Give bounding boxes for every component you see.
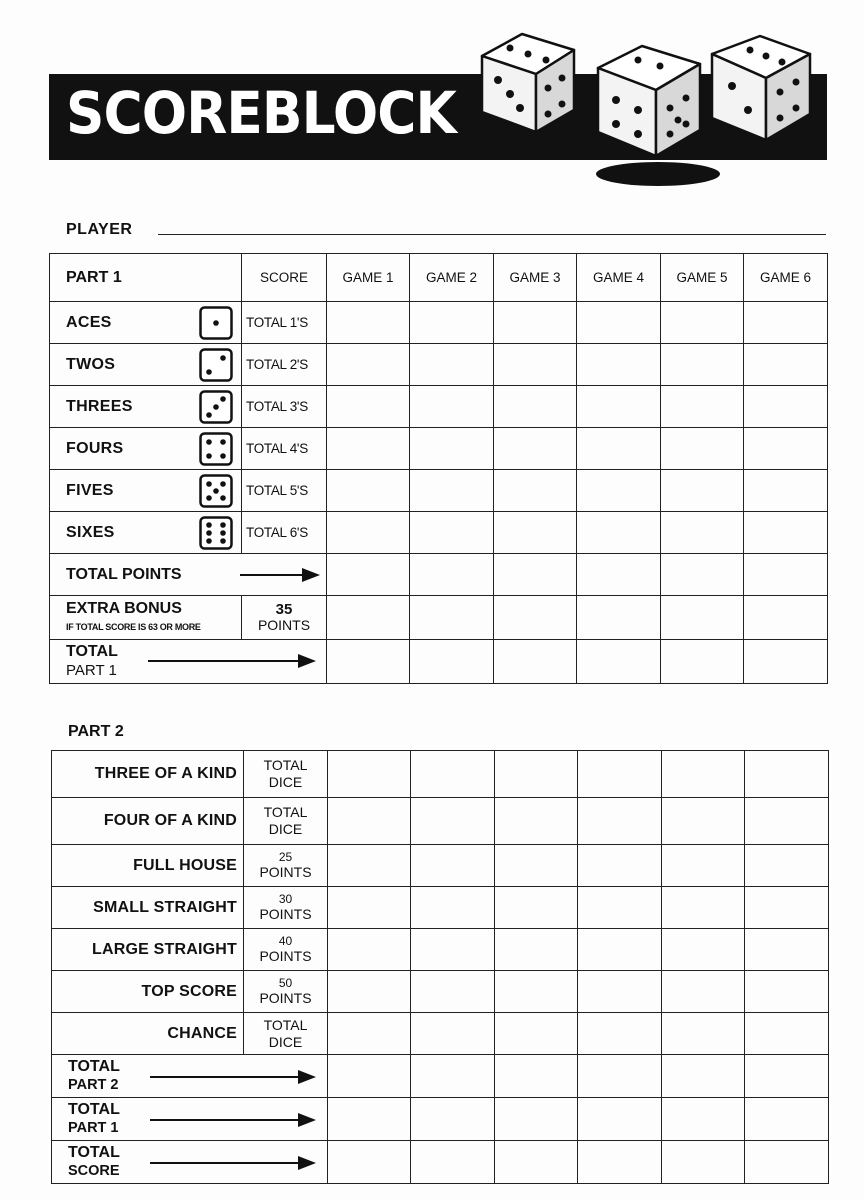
score-entry-cell[interactable] — [662, 1141, 745, 1184]
score-entry-cell[interactable] — [661, 344, 744, 386]
total-part1-row — [50, 640, 828, 684]
score-entry-cell[interactable] — [411, 1013, 495, 1055]
category-name: TWOS — [66, 355, 116, 373]
score-rule — [244, 929, 328, 971]
category-name: LARGE STRAIGHT — [52, 929, 244, 971]
category-name: CHANCE — [52, 1013, 244, 1055]
score-entry-cell[interactable] — [411, 798, 495, 845]
score-entry-cell[interactable] — [494, 640, 577, 684]
score-entry-cell[interactable] — [410, 512, 494, 554]
score-entry-cell[interactable] — [410, 302, 494, 344]
score-entry-cell[interactable] — [495, 971, 578, 1013]
category-name: FOUR OF A KIND — [52, 798, 244, 845]
score-rule — [244, 887, 328, 929]
part2-row — [52, 929, 829, 971]
score-rule-top: TOTAL — [263, 804, 308, 821]
score-rule-top: TOTAL — [263, 757, 308, 774]
score-entry-cell[interactable] — [578, 845, 662, 887]
score-entry-cell[interactable] — [661, 596, 744, 640]
score-entry-cell[interactable] — [578, 929, 662, 971]
score-entry-cell[interactable] — [661, 302, 744, 344]
part1-title: PART 1 — [50, 254, 242, 302]
score-entry-cell[interactable] — [662, 751, 745, 798]
part2-row — [52, 845, 829, 887]
die-face-6-icon — [199, 516, 233, 550]
category-name: FOURS — [66, 439, 124, 457]
score-entry-cell[interactable] — [745, 751, 829, 798]
part2-row — [52, 798, 829, 845]
score-entry-cell[interactable] — [578, 1055, 662, 1098]
score-entry-cell[interactable] — [410, 554, 494, 596]
score-entry-cell[interactable] — [327, 302, 410, 344]
score-entry-cell[interactable] — [577, 386, 661, 428]
part2-table — [51, 750, 829, 1184]
score-entry-cell[interactable] — [410, 344, 494, 386]
bonus-points-unit: POINTS — [257, 617, 311, 634]
score-entry-cell[interactable] — [411, 887, 495, 929]
score-entry-cell[interactable] — [327, 640, 410, 684]
total-points-label: TOTAL POINTS — [66, 565, 182, 583]
die-face-2-icon — [199, 348, 233, 382]
score-rule: TOTAL 2'S — [242, 344, 327, 386]
total-points-cell — [50, 554, 327, 596]
extra-bonus-row — [50, 596, 828, 640]
score-entry-cell[interactable] — [744, 470, 828, 512]
score-entry-cell[interactable] — [662, 887, 745, 929]
score-entry-cell[interactable] — [327, 428, 410, 470]
die-face-4-icon — [199, 432, 233, 466]
total-label: TOTAL — [68, 1144, 120, 1161]
score-entry-cell[interactable] — [744, 428, 828, 470]
score-entry-cell[interactable] — [328, 845, 411, 887]
score-entry-cell[interactable] — [494, 302, 577, 344]
score-header: SCORE — [242, 254, 327, 302]
score-entry-cell[interactable] — [328, 1055, 411, 1098]
die-face-5-icon — [199, 474, 233, 508]
score-entry-cell[interactable] — [578, 1098, 662, 1141]
part1-row — [50, 428, 828, 470]
score-entry-cell[interactable] — [495, 798, 578, 845]
score-entry-cell[interactable] — [661, 554, 744, 596]
score-rule-bottom: POINTS — [259, 906, 312, 923]
score-entry-cell[interactable] — [410, 428, 494, 470]
part2-title: PART 2 — [68, 723, 124, 740]
score-entry-cell[interactable] — [745, 887, 829, 929]
category-name: FULL HOUSE — [52, 845, 244, 887]
score-entry-cell[interactable] — [577, 512, 661, 554]
category-cell — [50, 386, 242, 428]
score-entry-cell[interactable] — [662, 798, 745, 845]
score-entry-cell[interactable] — [495, 887, 578, 929]
score-entry-cell[interactable] — [410, 386, 494, 428]
part2-row — [52, 1013, 829, 1055]
score-entry-cell[interactable] — [495, 929, 578, 971]
score-entry-cell[interactable] — [495, 751, 578, 798]
category-name: SMALL STRAIGHT — [52, 887, 244, 929]
score-entry-cell[interactable] — [411, 1055, 495, 1098]
right-arrow-icon — [240, 567, 320, 583]
part1-header-row — [50, 254, 828, 302]
score-entry-cell[interactable] — [327, 554, 410, 596]
score-entry-cell[interactable] — [578, 751, 662, 798]
score-entry-cell[interactable] — [578, 887, 662, 929]
category-name: FIVES — [66, 481, 114, 499]
score-entry-cell[interactable] — [744, 596, 828, 640]
score-entry-cell[interactable] — [662, 1013, 745, 1055]
score-entry-cell[interactable] — [744, 344, 828, 386]
total-sublabel: SCORE — [68, 1163, 120, 1179]
game-header: GAME 2 — [410, 254, 494, 302]
bonus-points-cell — [242, 596, 327, 640]
score-entry-cell[interactable] — [577, 554, 661, 596]
score-entry-cell[interactable] — [494, 470, 577, 512]
score-rule — [244, 751, 328, 798]
extra-bonus-condition: IF TOTAL SCORE IS 63 OR MORE — [66, 622, 201, 632]
page-title: SCOREBLOCK — [66, 79, 456, 147]
total-cell — [52, 1141, 328, 1184]
category-cell — [50, 428, 242, 470]
part1-row — [50, 302, 828, 344]
score-rule-bottom: POINTS — [259, 990, 312, 1007]
bonus-points-value: 35 — [275, 601, 293, 619]
score-entry-cell[interactable] — [495, 1098, 578, 1141]
score-entry-cell[interactable] — [494, 554, 577, 596]
score-entry-cell[interactable] — [578, 1013, 662, 1055]
part2-total-row — [52, 1098, 829, 1141]
score-entry-cell[interactable] — [745, 845, 829, 887]
total-cell — [52, 1098, 328, 1141]
score-entry-cell[interactable] — [327, 470, 410, 512]
score-rule: TOTAL 5'S — [242, 470, 327, 512]
score-entry-cell[interactable] — [577, 344, 661, 386]
total-label: TOTAL — [68, 1058, 120, 1075]
category-name: SIXES — [66, 523, 115, 541]
score-rule-top: 25 — [278, 849, 293, 864]
score-entry-cell[interactable] — [495, 1055, 578, 1098]
score-entry-cell[interactable] — [411, 845, 495, 887]
game-header: GAME 4 — [577, 254, 661, 302]
score-entry-cell[interactable] — [662, 1055, 745, 1098]
score-rule-bottom: DICE — [268, 774, 303, 790]
score-entry-cell[interactable] — [744, 302, 828, 344]
score-entry-cell[interactable] — [745, 1098, 829, 1141]
score-entry-cell[interactable] — [494, 596, 577, 640]
score-entry-cell[interactable] — [661, 512, 744, 554]
score-entry-cell[interactable] — [578, 798, 662, 845]
score-entry-cell[interactable] — [577, 640, 661, 684]
score-entry-cell[interactable] — [328, 1141, 411, 1184]
score-entry-cell[interactable] — [744, 554, 828, 596]
total-label: TOTAL — [68, 1101, 120, 1118]
score-rule-top: 30 — [278, 891, 293, 906]
score-entry-cell[interactable] — [661, 640, 744, 684]
score-entry-cell[interactable] — [411, 971, 495, 1013]
category-cell — [50, 344, 242, 386]
score-rule — [244, 845, 328, 887]
score-rule-bottom: DICE — [268, 821, 303, 837]
score-entry-cell[interactable] — [328, 971, 411, 1013]
part2-row — [52, 971, 829, 1013]
part1-row — [50, 470, 828, 512]
score-entry-cell[interactable] — [745, 1055, 829, 1098]
score-entry-cell[interactable] — [661, 470, 744, 512]
category-name: THREE OF A KIND — [52, 751, 244, 798]
score-entry-cell[interactable] — [411, 1098, 495, 1141]
score-entry-cell[interactable] — [328, 1013, 411, 1055]
part2-row — [52, 887, 829, 929]
game-header: GAME 3 — [494, 254, 577, 302]
right-arrow-icon — [150, 1112, 316, 1128]
score-entry-cell[interactable] — [662, 971, 745, 1013]
total-sublabel: PART 1 — [66, 662, 117, 679]
extra-bonus-cell — [50, 596, 242, 640]
category-cell — [50, 512, 242, 554]
score-entry-cell[interactable] — [494, 344, 577, 386]
total-label: TOTAL — [66, 643, 118, 660]
total-cell — [52, 1055, 328, 1098]
score-entry-cell[interactable] — [745, 1013, 829, 1055]
total-sublabel: PART 1 — [68, 1120, 119, 1136]
score-entry-cell[interactable] — [577, 470, 661, 512]
score-entry-cell[interactable] — [410, 470, 494, 512]
extra-bonus-label: EXTRA BONUS — [66, 600, 182, 617]
die-face-3-icon — [199, 390, 233, 424]
score-rule: TOTAL 6'S — [242, 512, 327, 554]
score-entry-cell[interactable] — [327, 512, 410, 554]
score-entry-cell[interactable] — [744, 512, 828, 554]
right-arrow-icon — [150, 1155, 316, 1171]
score-entry-cell[interactable] — [327, 344, 410, 386]
score-entry-cell[interactable] — [328, 887, 411, 929]
score-rule — [244, 1013, 328, 1055]
score-rule-bottom: POINTS — [259, 864, 312, 881]
score-entry-cell[interactable] — [494, 512, 577, 554]
score-entry-cell[interactable] — [661, 428, 744, 470]
score-entry-cell[interactable] — [411, 929, 495, 971]
game-header: GAME 5 — [661, 254, 744, 302]
die-face-1-icon — [199, 306, 233, 340]
game-header: GAME 6 — [744, 254, 828, 302]
category-name: ACES — [66, 313, 112, 331]
score-entry-cell[interactable] — [662, 929, 745, 971]
dice-illustration-icon — [470, 28, 840, 193]
category-cell — [50, 302, 242, 344]
score-rule — [244, 971, 328, 1013]
player-label: PLAYER — [66, 221, 133, 238]
score-entry-cell[interactable] — [745, 798, 829, 845]
right-arrow-icon — [148, 653, 316, 669]
score-entry-cell[interactable] — [410, 596, 494, 640]
score-entry-cell[interactable] — [577, 302, 661, 344]
score-rule: TOTAL 3'S — [242, 386, 327, 428]
score-entry-cell[interactable] — [327, 596, 410, 640]
total-points-row — [50, 554, 828, 596]
part2-row — [52, 751, 829, 798]
total-sublabel: PART 2 — [68, 1077, 119, 1093]
score-entry-cell[interactable] — [328, 1098, 411, 1141]
category-cell — [50, 470, 242, 512]
score-entry-cell[interactable] — [494, 386, 577, 428]
score-entry-cell[interactable] — [495, 1141, 578, 1184]
part1-table — [49, 253, 828, 684]
score-entry-cell[interactable] — [410, 640, 494, 684]
score-entry-cell[interactable] — [327, 386, 410, 428]
score-rule-bottom: DICE — [268, 1033, 303, 1050]
part2-total-row — [52, 1141, 829, 1184]
category-name: THREES — [66, 397, 133, 415]
score-entry-cell[interactable] — [744, 386, 828, 428]
score-rule: TOTAL 4'S — [242, 428, 327, 470]
right-arrow-icon — [150, 1069, 316, 1085]
score-entry-cell[interactable] — [495, 1013, 578, 1055]
score-entry-cell[interactable] — [578, 1141, 662, 1184]
game-header: GAME 1 — [327, 254, 410, 302]
category-name: TOP SCORE — [52, 971, 244, 1013]
part2-total-row — [52, 1055, 829, 1098]
score-rule-bottom: POINTS — [259, 948, 312, 965]
score-entry-cell[interactable] — [577, 596, 661, 640]
score-entry-cell[interactable] — [328, 929, 411, 971]
score-rule — [244, 798, 328, 845]
part1-row — [50, 386, 828, 428]
score-rule-top: 50 — [278, 975, 293, 990]
score-entry-cell[interactable] — [745, 1141, 829, 1184]
player-name-line[interactable] — [158, 234, 826, 235]
part1-row — [50, 512, 828, 554]
score-entry-cell[interactable] — [495, 845, 578, 887]
score-entry-cell[interactable] — [744, 640, 828, 684]
score-entry-cell[interactable] — [661, 386, 744, 428]
score-entry-cell[interactable] — [578, 971, 662, 1013]
score-entry-cell[interactable] — [411, 1141, 495, 1184]
score-entry-cell[interactable] — [577, 428, 661, 470]
score-entry-cell[interactable] — [328, 798, 411, 845]
score-entry-cell[interactable] — [662, 845, 745, 887]
score-rule-top: 40 — [278, 933, 293, 948]
score-entry-cell[interactable] — [745, 929, 829, 971]
score-entry-cell[interactable] — [745, 971, 829, 1013]
total-part1-cell — [50, 640, 327, 684]
score-rule: TOTAL 1'S — [242, 302, 327, 344]
score-entry-cell[interactable] — [662, 1098, 745, 1141]
score-entry-cell[interactable] — [411, 751, 495, 798]
score-entry-cell[interactable] — [494, 428, 577, 470]
part1-row — [50, 344, 828, 386]
score-rule-top: TOTAL — [263, 1016, 308, 1033]
score-entry-cell[interactable] — [328, 751, 411, 798]
